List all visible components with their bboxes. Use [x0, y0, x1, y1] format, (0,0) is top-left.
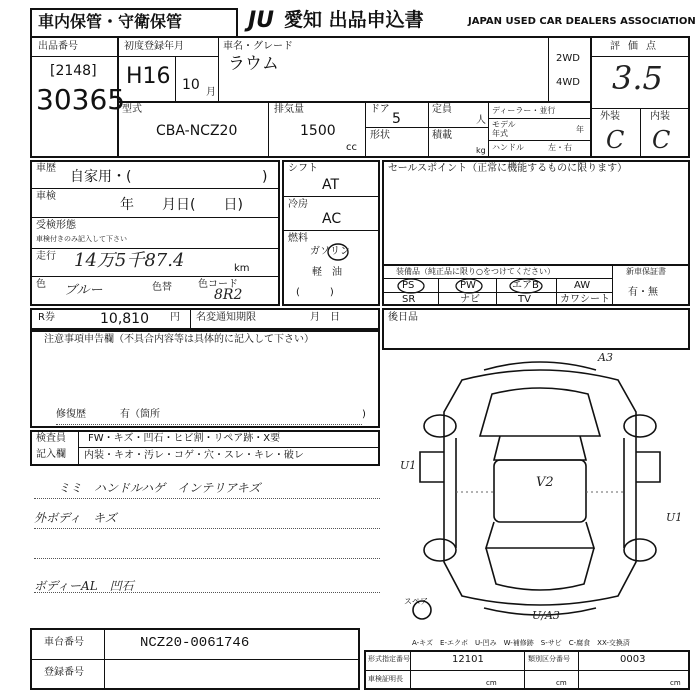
inspector-entry-label: 記入欄: [36, 449, 66, 460]
equip-airbag-circle: [508, 278, 544, 294]
notes-label: 注意事項申告欄（不具合内容等は具体的に記入して下さい）: [44, 334, 314, 345]
warranty-value: 有・無: [628, 287, 658, 298]
inspection-value: 年 月日( 日): [120, 197, 243, 213]
inspector-codes-row2: 内装・キオ・汚レ・コゲ・穴・スレ・キレ・破レ: [84, 450, 304, 461]
sales-point-label: セールスポイント（正常に機能するものに限ります）: [388, 163, 628, 174]
model-value: CBA-NCZ20: [156, 123, 238, 139]
spare-label: スペア: [404, 597, 428, 606]
load-unit: kg: [476, 146, 486, 155]
chassis-label: 車台番号: [44, 637, 84, 648]
year-unit: 年: [576, 125, 584, 134]
score-value: 3.5: [612, 59, 663, 97]
color-label: 色: [36, 279, 46, 290]
length-unit: cm: [486, 679, 497, 687]
tax-amount: 10,810: [100, 311, 149, 327]
type-designation-label: 形式指定番号: [368, 655, 410, 663]
ju-logo: JU: [248, 8, 275, 33]
length-label: 車検証明長: [368, 675, 403, 683]
damage-legend: A-キズ E-エクボ U-凹み W-補修跡 S-サビ C-腐食 XX-交換済: [412, 639, 630, 647]
lot-code: [2148]: [50, 63, 97, 79]
shift-label: シフト: [288, 163, 318, 174]
rear-items-label: 後日品: [388, 312, 418, 323]
mileage-unit: km: [234, 263, 250, 274]
equip-leather-seat: カワシート: [560, 294, 610, 305]
warranty-label: 新車保証書: [626, 267, 666, 276]
tax-label: R券: [38, 312, 55, 323]
color-code-value: 8R2: [214, 287, 243, 303]
history-value: 自家用・(: [70, 169, 132, 185]
equip-ps: PS: [402, 280, 415, 291]
color-change-label: 色替: [152, 282, 172, 293]
ac-value: AC: [322, 211, 342, 227]
inspection-label: 車検: [36, 191, 56, 202]
notice-label: 名変通知期限: [196, 312, 256, 323]
mileage-value: 14万5千87.4: [74, 250, 185, 271]
load-label: 積載: [432, 130, 452, 141]
handwritten-line-1: ミミ ハンドルハゲ インテリアキズ: [58, 481, 261, 495]
drive-2wd: 2WD: [556, 53, 580, 64]
damage-mark-right: U1: [666, 511, 683, 524]
handle-label: ハンドル: [492, 143, 524, 152]
repair-value: 有（箇所: [120, 409, 160, 420]
equip-ps-circle: [396, 278, 426, 294]
reg-era-year: H16: [126, 64, 171, 89]
reg-month-unit: 月: [206, 87, 216, 98]
capacity-label: 定員: [432, 104, 452, 115]
rear-items-box: [382, 308, 690, 350]
interior-grade: C: [652, 126, 671, 154]
doors-value: 5: [392, 111, 401, 127]
class-number-value: 0003: [620, 654, 646, 665]
inspector-codes-row1: FW・キズ・凹石・ヒビ割・リペア跡・X要: [88, 433, 281, 444]
inspector-label: 検査員: [36, 433, 66, 444]
doors-label: ドア: [370, 104, 390, 115]
damage-mark-roof: V2: [536, 475, 554, 490]
fuel-diesel: 軽 油: [312, 267, 342, 278]
equip-pw: PW: [460, 280, 476, 291]
year-label: 年式: [492, 129, 508, 138]
association-name: JAPAN USED CAR DEALERS ASSOCIATION: [468, 16, 696, 27]
lot-number-label: 出品番号: [38, 41, 78, 52]
model-year-label: モデル: [492, 120, 516, 129]
repair-label: 修復歴: [56, 409, 86, 420]
displacement-unit: cc: [346, 142, 357, 153]
storage-title: 車内保管・守衛保管: [38, 12, 183, 31]
reg-month: 10: [182, 77, 200, 93]
repair-close: ): [362, 409, 366, 420]
ac-label: 冷房: [288, 199, 308, 210]
color-value: ブルー: [64, 283, 103, 298]
class-number-label: 類別区分番号: [528, 655, 570, 663]
handwritten-line-3: ボディーAL 凹石: [34, 579, 134, 593]
history-paren: ): [262, 169, 268, 185]
equip-pw-circle: [454, 278, 484, 294]
reception-label: 受検形態: [36, 220, 76, 231]
damage-mark-left: U1: [400, 459, 417, 472]
damage-mark-rear: U/A3: [532, 609, 560, 622]
chassis-number: NCZ20-0061746: [140, 635, 250, 651]
first-reg-label: 初度登録年月: [124, 41, 184, 52]
exterior-label: 外装: [600, 111, 620, 122]
notice-unit: 月 日: [310, 312, 340, 323]
history-label: 車歴: [36, 163, 56, 174]
displacement-value: 1500: [300, 123, 336, 139]
dealer-label: ディーラー・並行: [492, 106, 556, 115]
fuel-label: 燃料: [288, 233, 308, 244]
fuel-other: ( ): [296, 287, 334, 298]
equip-airbag: エアB: [512, 280, 539, 291]
score-label: 評価点: [610, 41, 664, 52]
tax-unit: 円: [170, 312, 180, 323]
capacity-unit: 人: [476, 115, 486, 126]
car-name: ラウム: [228, 54, 279, 74]
registration-number-label: 登録番号: [44, 667, 84, 678]
type-designation-value: 12101: [452, 654, 484, 665]
name-grade-label: 車名・グレード: [223, 41, 293, 52]
damage-mark-a3: A3: [598, 351, 613, 364]
drive-4wd: 4WD: [556, 77, 580, 88]
handwritten-line-2: 外ボディ キズ: [34, 511, 117, 525]
displacement-label: 排気量: [274, 104, 304, 115]
mileage-label: 走行: [36, 251, 56, 262]
equip-navi: ナビ: [460, 294, 480, 305]
width-unit: cm: [556, 679, 567, 687]
height-unit: cm: [670, 679, 681, 687]
handle-options: 左・右: [548, 143, 572, 152]
shift-value: AT: [322, 177, 340, 193]
lot-number: 30365: [36, 83, 126, 116]
equip-aw: AW: [574, 280, 591, 291]
model-label: 型式: [122, 104, 142, 115]
shape-label: 形状: [370, 130, 390, 141]
exterior-grade: C: [606, 126, 625, 154]
fuel-gasoline-circle: [327, 243, 349, 261]
equip-tv: TV: [518, 294, 531, 305]
fuel-gasoline: ガソリン: [310, 246, 350, 257]
color-code-label: 色コード: [198, 279, 238, 290]
form-title: 愛知 出品申込書: [284, 9, 424, 31]
interior-label: 内装: [650, 111, 670, 122]
equipment-label: 装備品（純正品に限り○をつけてください）: [396, 267, 555, 276]
reception-note: 車検付きのみ記入して下さい: [36, 235, 127, 243]
equip-sr: SR: [402, 294, 416, 305]
